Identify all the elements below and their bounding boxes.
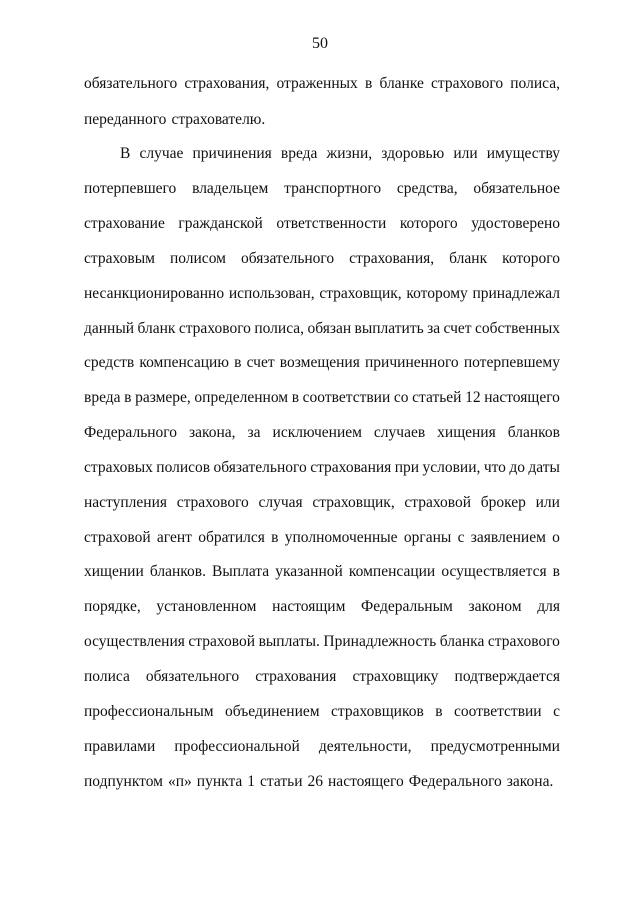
text-line: переданного страхователю. bbox=[84, 111, 266, 128]
text-line: средств компенсацию в счет возмещения причиненного потерпевшему bbox=[84, 354, 560, 371]
text-line: порядке, установленном настоящим Федеральным законом для bbox=[84, 598, 560, 615]
text-line: обязательного страхования, отраженных в бланке страхового полиса, bbox=[84, 75, 560, 92]
page-number: 50 bbox=[312, 35, 328, 52]
text-line: В случае причинения вреда жизни, здоровью или имуществу bbox=[120, 145, 560, 162]
text-line: несанкционированно использован, страховщик, которому принадлежал bbox=[84, 285, 560, 302]
text-line: вреда в размере, определенном в соответствии со статьей 12 настоящего bbox=[84, 389, 560, 406]
text-line: потерпевшего владельцем транспортного средства, обязательное bbox=[84, 180, 560, 197]
text-line: профессиональным объединением страховщиков в соответствии с bbox=[84, 703, 560, 720]
text-line: страховой агент обратился в уполномоченные органы с заявлением о bbox=[84, 529, 560, 546]
text-line: страховым полисом обязательного страхования, бланк которого bbox=[84, 250, 560, 267]
text-line: подпунктом «п» пункта 1 статьи 26 настоящего Федерального закона. bbox=[84, 773, 554, 790]
text-line: страховых полисов обязательного страхования при условии, что до даты bbox=[84, 459, 560, 476]
text-line: наступления страхового случая страховщик, страховой брокер или bbox=[84, 494, 560, 511]
text-line: страхование гражданской ответственности которого удостоверено bbox=[84, 215, 560, 232]
text-line: осуществления страховой выплаты. Принадлежность бланка страхового bbox=[84, 633, 560, 650]
text-line: полиса обязательного страхования страховщику подтверждается bbox=[84, 668, 560, 685]
text-line: Федерального закона, за исключением случаев хищения бланков bbox=[84, 424, 560, 441]
text-line: правилами профессиональной деятельности, предусмотренными bbox=[84, 738, 560, 755]
text-line: хищении бланков. Выплата указанной компенсации осуществляется в bbox=[84, 563, 560, 580]
text-line: данный бланк страхового полиса, обязан выплатить за счет собственных bbox=[84, 320, 560, 337]
